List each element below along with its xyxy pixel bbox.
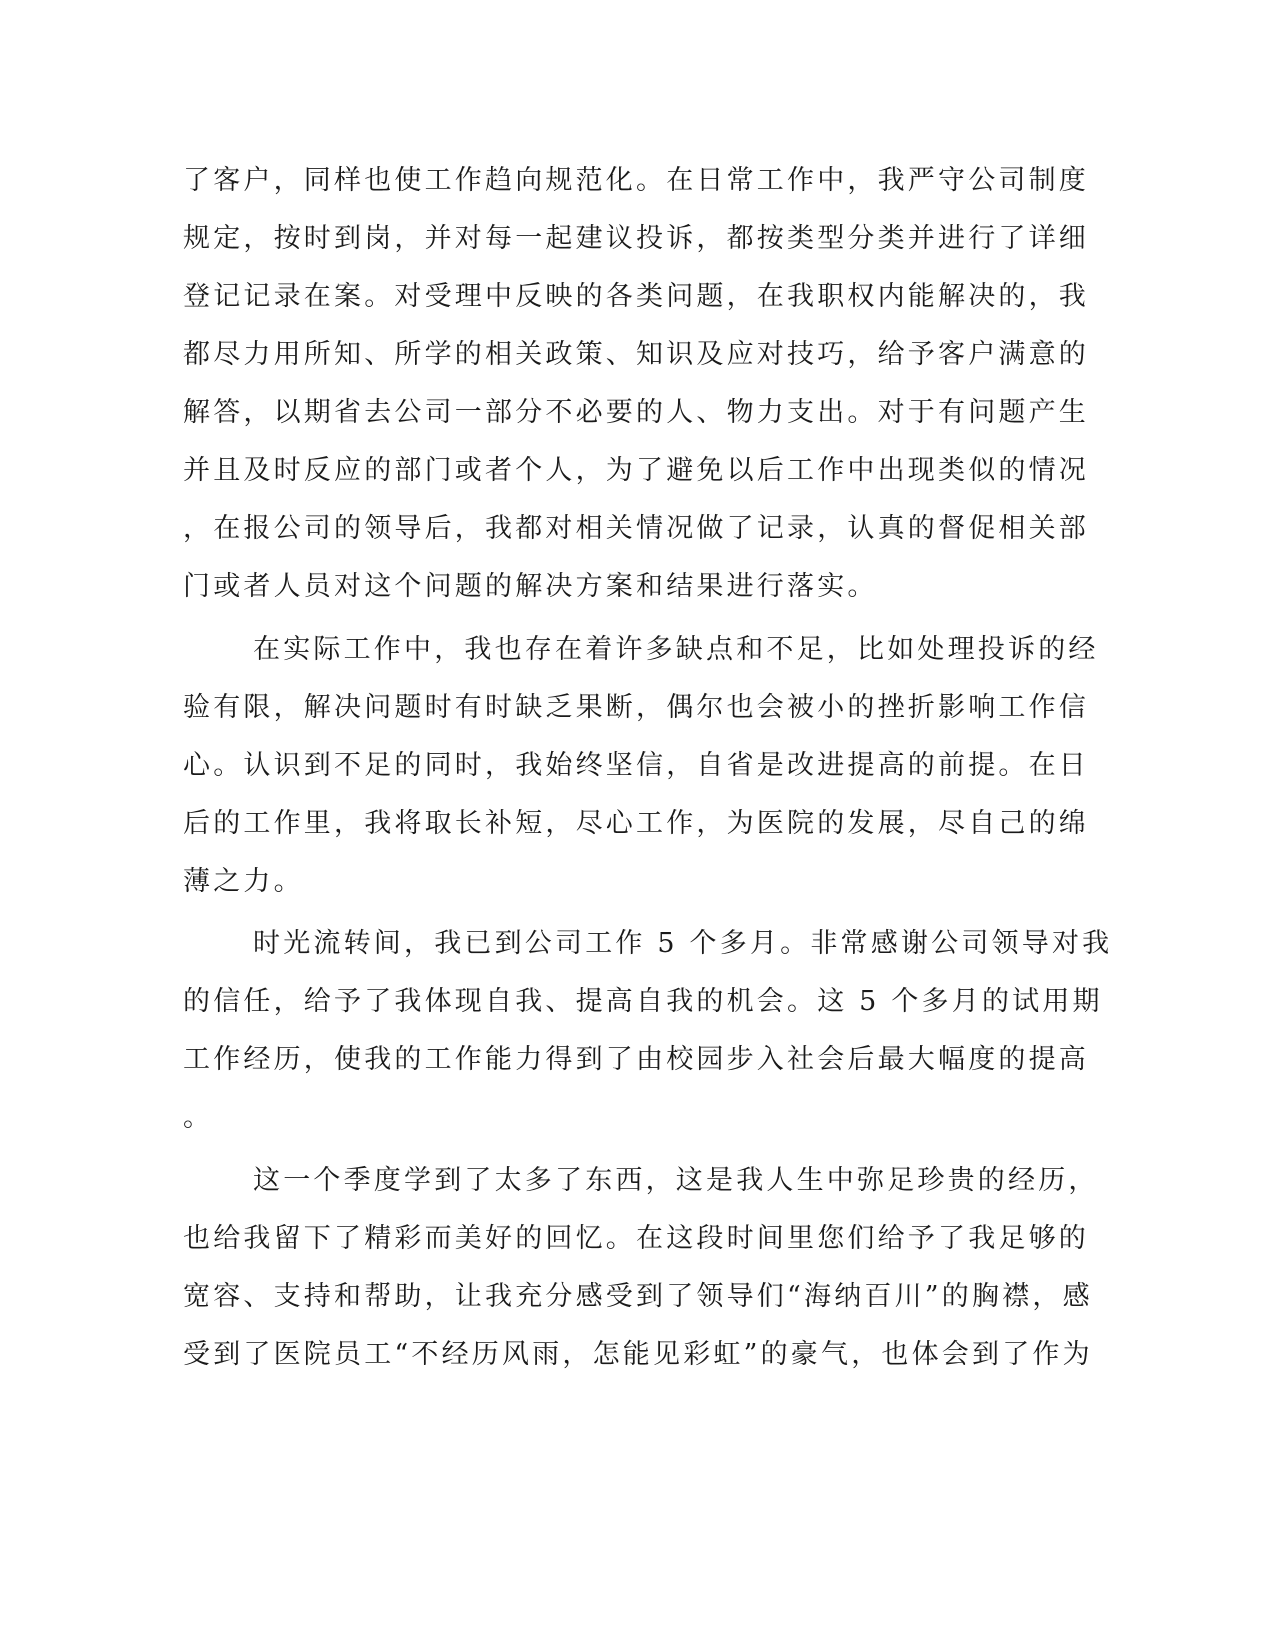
text-line: 后的工作里，我将取长补短，尽心工作，为医院的发展，尽自己的绵 <box>183 808 1089 839</box>
text-line: 登记记录在案。对受理中反映的各类问题，在我职权内能解决的，我 <box>183 281 1089 312</box>
paragraph-first-line: 在实际工作中，我也存在着许多缺点和不足，比如处理投诉的经 <box>253 634 1099 665</box>
text-line: 心。认识到不足的同时，我始终坚信，自省是改进提高的前提。在日 <box>183 750 1089 781</box>
text-line: 受到了医院员工“不经历风雨，怎能见彩虹”的豪气，也体会到了作为 <box>183 1339 1093 1370</box>
text-line: 规定，按时到岗，并对每一起建议投诉，都按类型分类并进行了详细 <box>183 223 1089 254</box>
paragraph-first-line: 时光流转间，我已到公司工作 5 个多月。非常感谢公司领导对我 <box>253 928 1113 959</box>
text-line: 工作经历，使我的工作能力得到了由校园步入社会后最大幅度的提高 <box>183 1044 1089 1075</box>
text-line: 了客户，同样也使工作趋向规范化。在日常工作中，我严守公司制度 <box>183 165 1089 196</box>
text-line: 。 <box>183 1102 214 1133</box>
text-line: 门或者人员对这个问题的解决方案和结果进行落实。 <box>183 571 878 602</box>
text-line: 并且及时反应的部门或者个人，为了避免以后工作中出现类似的情况 <box>183 455 1089 486</box>
text-line: 宽容、支持和帮助，让我充分感受到了领导们“海纳百川”的胸襟，感 <box>183 1281 1093 1312</box>
text-line: 薄之力。 <box>183 866 304 897</box>
paragraph-first-line: 这一个季度学到了太多了东西，这是我人生中弥足珍贵的经历， <box>253 1165 1099 1196</box>
text-line: 都尽力用所知、所学的相关政策、知识及应对技巧，给予客户满意的 <box>183 339 1089 370</box>
text-line: 解答，以期省去公司一部分不必要的人、物力支出。对于有问题产生 <box>183 397 1089 428</box>
text-line: ，在报公司的领导后，我都对相关情况做了记录，认真的督促相关部 <box>183 513 1089 544</box>
text-line: 验有限，解决问题时有时缺乏果断，偶尔也会被小的挫折影响工作信 <box>183 692 1089 723</box>
text-line: 也给我留下了精彩而美好的回忆。在这段时间里您们给予了我足够的 <box>183 1223 1089 1254</box>
text-line: 的信任，给予了我体现自我、提高自我的机会。这 5 个多月的试用期 <box>183 986 1103 1017</box>
